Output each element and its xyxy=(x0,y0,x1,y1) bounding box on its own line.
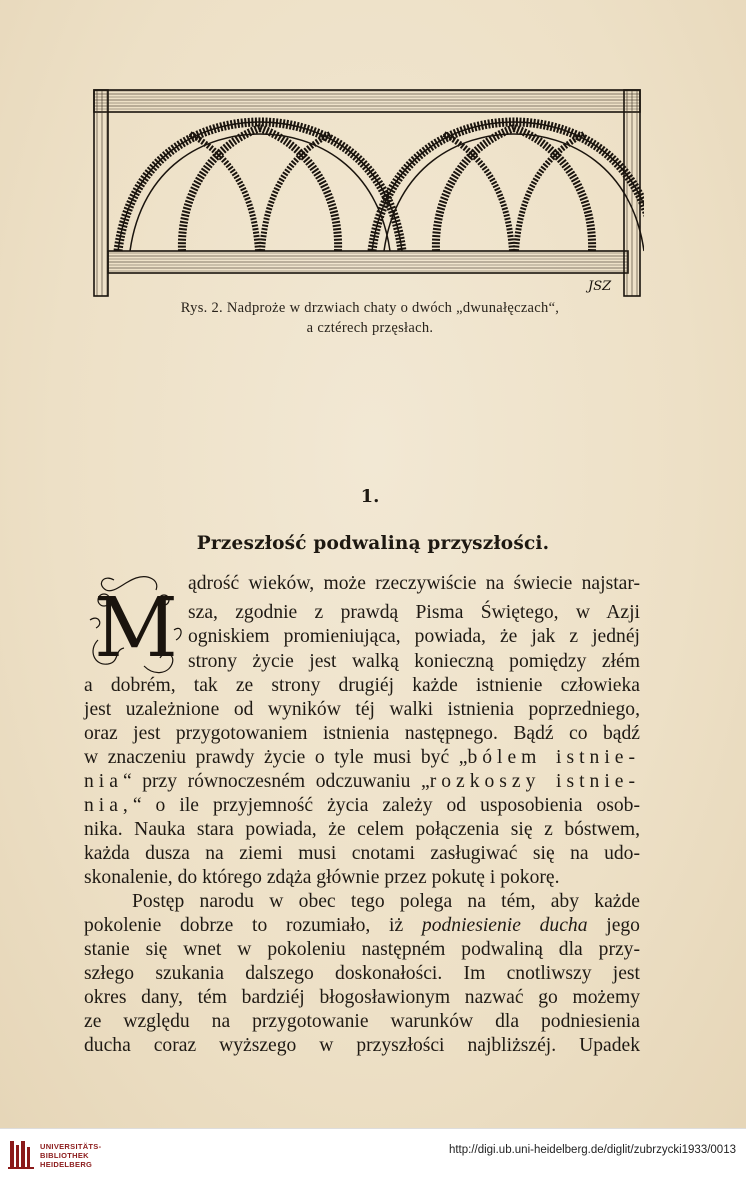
text-line xyxy=(84,747,640,769)
text-line: oraz jest przygotowaniem istnienia następnego. Bądź co bądź xyxy=(84,723,640,744)
text-line: jest uzależnione od wyników téj walki istnienia poprzedniego, xyxy=(84,699,640,720)
text-line: strony życie jest walką konieczną pomiędzy złém xyxy=(188,651,640,672)
decorative-initial xyxy=(84,570,188,682)
text-line: ądrość wieków, może rzeczywiście na świecie najstar- xyxy=(188,573,640,594)
spaced-phrase: bólem istnie- xyxy=(467,747,640,768)
text-line: każda dusza na ziemi musi cnotami zasługiwać się na udo- xyxy=(84,843,640,864)
text-segment: “ przy równoczesném odczuwaniu „ xyxy=(122,771,430,792)
text-line: okres dany, tém bardziéj błogosławionym nazwać go możemy xyxy=(84,987,640,1008)
italic-phrase: podniesienie ducha xyxy=(421,915,588,936)
text-segment: w znaczeniu prawdy życie o tyle musi być „ xyxy=(84,747,468,768)
text-segment: jego xyxy=(587,915,640,936)
university-logo-icon xyxy=(8,1137,34,1171)
text-line: ogniskiem promieniująca, powiada, że jak z jednéj xyxy=(188,626,640,647)
text-line: stanie się wnet w pokoleniu następném podwaliną dla przy- xyxy=(84,939,640,960)
text-line: sza, zgodnie z prawdą Pisma Świętego, w Azji xyxy=(188,602,640,623)
lintel-illustration xyxy=(90,86,644,300)
initial-letter: M xyxy=(94,581,178,676)
text-line: ze względu na przygotowanie warunków dla podniesienia xyxy=(84,1011,640,1032)
library-name-line: UNIVERSITÄTS- xyxy=(40,1142,102,1151)
text-line: nika. Nauka stara powiada, że celem połączenia się z bóstwem, xyxy=(84,819,640,840)
text-line: Postęp narodu w obec tego polega na tém, aby każde xyxy=(132,891,640,912)
text-line xyxy=(84,915,640,937)
text-line: a dobrém, tak ze strony drugiéj każde istnienie człowieka xyxy=(84,675,640,696)
figure-caption-line2: a cztérech przęsłach. xyxy=(306,320,434,336)
figure-caption-line1: Rys. 2. Nadproże w drzwiach chaty o dwóch „dwunałęczach“, xyxy=(180,300,560,316)
text-line xyxy=(84,795,640,817)
chapter-title: Przeszłość podwaliną przyszłości. xyxy=(196,533,550,554)
library-name-line: BIBLIOTHEK xyxy=(40,1151,89,1160)
viewer-footer xyxy=(0,1128,746,1184)
library-name xyxy=(40,1142,101,1169)
spaced-phrase: rozkoszy istnie- xyxy=(429,771,640,792)
text-line: ducha coraz wyższego w przyszłości najbliższéj. Upadek xyxy=(84,1035,640,1056)
text-segment: pokolenie dobrze to rozumiało, iż xyxy=(84,915,422,936)
spaced-phrase: nia xyxy=(84,771,123,792)
lintel-drawing xyxy=(90,86,644,300)
text-line: skonalenie, do którego zdąża głównie przez pokutę i pokorę. xyxy=(84,867,560,888)
chapter-number: 1. xyxy=(360,486,380,507)
text-line xyxy=(84,771,640,793)
spaced-phrase: nia, xyxy=(84,795,133,816)
text-line: szłego szukania dalszego doskonałości. Im cnotliwszy jest xyxy=(84,963,640,984)
artist-monogram: JSZ xyxy=(588,279,612,294)
document-url-link[interactable]: http://digi.ub.uni-heidelberg.de/diglit/zubrzycki1933/0013 xyxy=(448,1144,736,1156)
library-name-line: HEIDELBERG xyxy=(40,1160,93,1169)
text-segment: “ o ile przyjemność życia zależy od usposobienia osob- xyxy=(132,795,640,816)
